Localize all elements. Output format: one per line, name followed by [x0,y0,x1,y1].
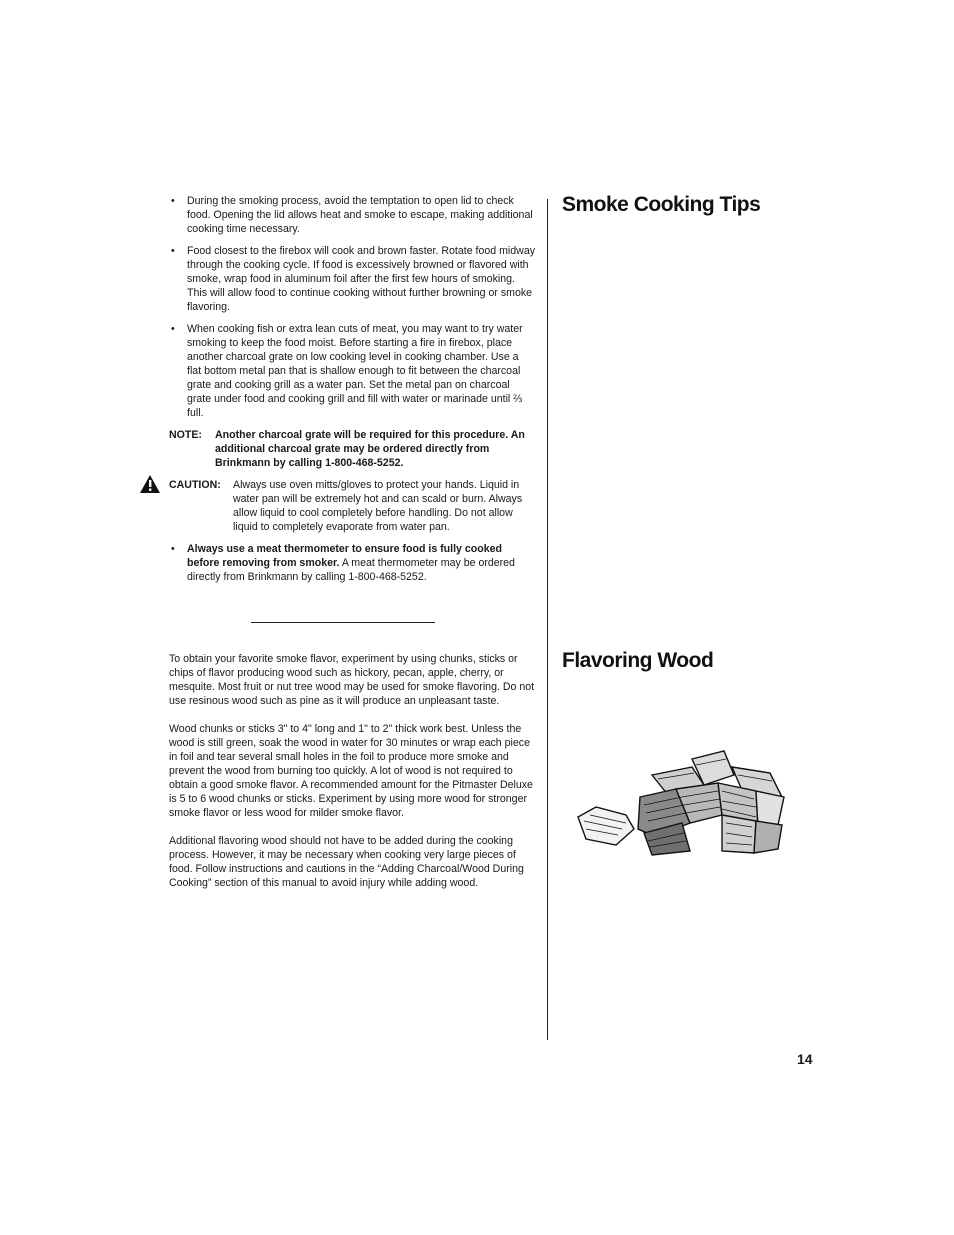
thermometer-text: A meat thermometer may be ordered directly from Brinkmann by calling 1-800-468-5252. [187,557,515,583]
flavoring-paragraph-3: Additional flavoring wood should not have to be added during the cooking process. However, it may be necessary when cooking very large pieces of food. Follow instructions and cautions in the “Adding Charcoal/Wood During Cooking” section of this manual to avoid injury while adding wood. [169,835,524,889]
note-text: Another charcoal grate will be required for this procedure. An additional charcoal grate may be ordered directly from Brinkmann by calling 1-800-468-5252. [215,429,525,469]
section-divider [251,622,435,623]
caution-block [169,478,535,534]
flavoring-wood-section [169,652,535,904]
caution-label: CAUTION: [169,479,221,491]
smoke-tips-section [169,194,535,592]
bullet-water-smoking: • When cooking fish or extra lean cuts of meat, you may want to try water smoking to keep the food moist. Before starting a fire in firebox, place another charcoal grate on low cooking level in cooking chamber. Use a flat bottom metal pan that is shallow enough to fit between the charcoal grate and cooking grill as a water pan. Set the metal pan on charcoal grate under food and cooking grill and fill with water or marinade until ⅔ full. [169,322,535,420]
page-number: 14 [797,1051,813,1067]
bullet-thermometer [169,542,535,584]
thermometer-bold-text: Always use a meat thermometer to ensure food is fully cooked before removing from smoker. [187,543,502,569]
wood-chunks-illustration [572,745,788,862]
bullet-rotate-food: • Food closest to the firebox will cook and brown faster. Rotate food midway through the cooking cycle. If food is excessively browned or flavored with smoke, wrap food in aluminum foil after the first few hours of smoking. This will allow food to continue cooking without further browning or smoke flavoring. [169,244,535,314]
note-block [169,428,535,470]
heading-smoke-cooking-tips: Smoke Cooking Tips [562,193,761,216]
flavoring-paragraph-1: To obtain your favorite smoke flavor, experiment by using chunks, sticks or chips of flavor producing wood such as hickory, pecan, apple, cherry, or mesquite. Most fruit or nut tree wood may be used for smoke flavoring. Do not use resinous wood such as pine as it will produce an unpleasant taste. [169,653,535,707]
column-rule [547,199,548,1040]
flavoring-paragraph-2: Wood chunks or sticks 3" to 4" long and 1" to 2" thick work best. Unless the wood is still green, soak the wood in water for 30 minutes or wrap each piece in foil and tear several small holes in the foil to produce more smoke and prevent the wood from burning too quickly. A lot of wood is not required to obtain a good smoke flavor. A recommended amount for the Pitmaster Deluxe is 5 to 6 wood chunks or sticks. Experiment by using more wood for stronger smoke flavor or less wood for milder smoke flavor. [169,723,533,819]
warning-triangle-icon [139,474,161,498]
note-label: NOTE: [169,429,202,441]
heading-flavoring-wood: Flavoring Wood [562,649,714,672]
caution-text: Always use oven mitts/gloves to protect your hands. Liquid in water pan will be extremely hot and can scald or burn. Always allow liquid to cool completely before handling. Do not allow liquid to completely evaporate from water pan. [233,479,523,533]
bullet-lid: • During the smoking process, avoid the temptation to open lid to check food. Opening the lid allows heat and smoke to escape, making additional cooking time necessary. [169,194,535,236]
